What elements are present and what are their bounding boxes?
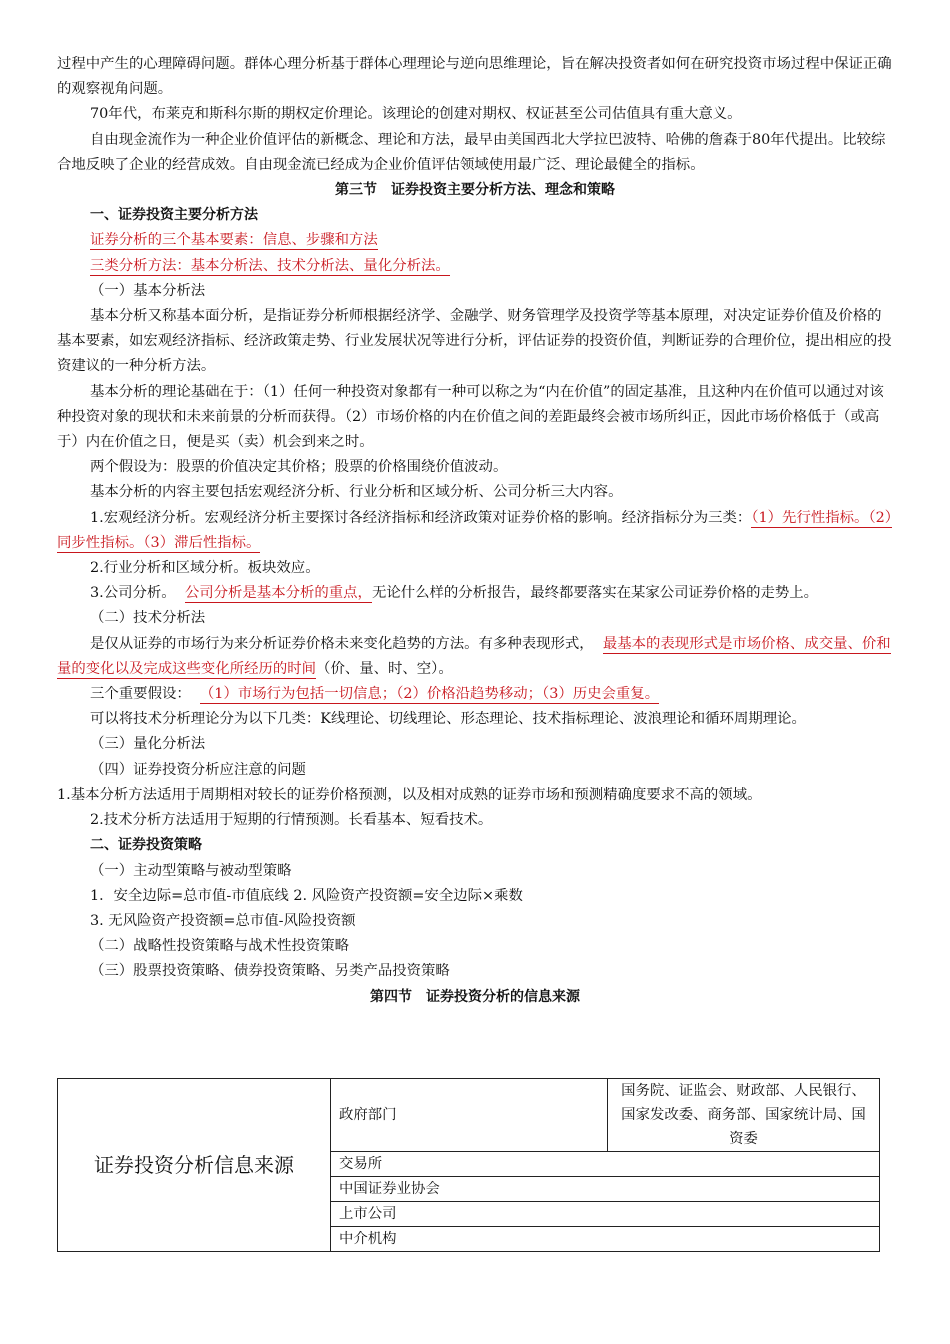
paragraph-company [57, 581, 893, 606]
gov-list-cell: 国务院、证监会、财政部、人民银行、国家发改委、商务部、国家统计局、国资委 [608, 1079, 880, 1152]
paragraph-free-cash-flow: 自由现金流作为一种企业价值评估的新概念、理论和方法，最早由美国西北大学拉巴波特、哈佛的詹森于80年代提出。比较综合地反映了企业的经营成效。自由现金流已经成为企业价值评估领域使用最广泛、理论最健全的指标。 [57, 131, 886, 173]
highlight-indicators: （1）先行性指标。（2）同步性指标。（3）滞后性指标。 [57, 509, 892, 551]
heading-analysis-methods: 一、证券投资主要分析方法 [90, 207, 258, 224]
note-technical: 2.技术分析方法适用于短期的行情预测。长看基本、短看技术。 [90, 812, 493, 829]
strategy-asset-classes: （三）股票投资策略、债券投资策略、另类产品投资策略 [90, 963, 450, 980]
company-text: 3.公司分析。 [90, 585, 176, 602]
paragraph-two-assumptions: 两个假设为：股票的价值决定其价格；股票的价格围绕价值波动。 [90, 459, 508, 476]
subheading-technical: （二）技术分析法 [90, 610, 206, 627]
paragraph-technical [57, 632, 893, 682]
source-intermediary: 中介机构 [331, 1227, 880, 1252]
section-4-title: 第四节 证券投资分析的信息来源 [370, 988, 580, 1005]
paragraph-macro [57, 506, 893, 556]
highlight-assumptions: （1）市场行为包括一切信息；（2）价格沿趋势移动；（3）历史会重复。 [199, 686, 660, 703]
company-text-rest: 无论什么样的分析报告，最终都要落实在某家公司证券价格的走势上。 [371, 585, 819, 602]
macro-text: 1.宏观经济分析。宏观经济分析主要探讨各经济指标和经济政策对证券价格的影响。经济指标分为三类： [90, 509, 752, 526]
note-fundamental: 1.基本分析方法适用于周期相对较长的证券价格预测，以及相对成熟的证券市场和预测精确度要求不高的领域。 [57, 786, 762, 803]
assumptions-label: 三个重要假设： [90, 686, 191, 703]
document-body [57, 52, 893, 1010]
highlight-three-methods: 三类分析方法：基本分析法、技术分析法、量化分析法。 [90, 257, 450, 274]
subheading-fundamental: （一）基本分析法 [90, 282, 206, 299]
paragraph-fundamental-basis: 基本分析的理论基础在于：（1）任何一种投资对象都有一种可以称之为“内在价值”的固定基准，且这种内在价值可以通过对该种投资对象的现状和未来前景的分析而获得。（2）市场价格的内在价值之间的差距最终会被市场所纠正，因此市场价格低于（或高于）内在价值之日，便是买（卖）机会到来之时。 [57, 383, 884, 451]
source-exchange: 交易所 [331, 1152, 880, 1177]
paragraph-fundamental-def: 基本分析又称基本面分析，是指证券分析师根据经济学、金融学、财务管理学及投资学等基本原理，对决定证券价值及价格的基本要素，如宏观经济指标、经济政策走势、行业发展状况等进行分析，评估证券的投资价值，判断证券的合理价位，提出相应的投资建议的一种分析方法。 [57, 308, 892, 375]
table-row [58, 1079, 880, 1152]
source-association: 中国证券业协会 [331, 1177, 880, 1202]
subheading-quant: （三）量化分析法 [90, 736, 206, 753]
source-listed-company: 上市公司 [331, 1202, 880, 1227]
highlight-company-focus: 公司分析是基本分析的重点， [184, 585, 372, 602]
paragraph-psych: 过程中产生的心理障碍问题。群体心理分析基于群体心理理论与逆向思维理论，旨在解决投资者如何在研究投资市场过程中保证正确的观察视角问题。 [57, 56, 892, 98]
technical-text: 是仅从证券的市场行为来分析证券价格未来变化趋势的方法。有多种表现形式， [90, 635, 594, 652]
subheading-notes: （四）证券投资分析应注意的问题 [90, 761, 306, 778]
paragraph-technical-theories: 可以将技术分析理论分为以下几类：K线理论、切线理论、形态理论、技术指标理论、波浪理论和循环周期理论。 [90, 711, 806, 728]
strategy-formula-2: 3. 无风险资产投资额=总市值-风险投资额 [90, 912, 356, 929]
heading-strategies: 二、证券投资策略 [90, 837, 202, 854]
section-3-title: 第三节 证券投资主要分析方法、理念和策略 [335, 182, 615, 199]
paragraph-option-pricing: 70年代，布莱克和斯科尔斯的期权定价理论。该理论的创建对期权、权证甚至公司估值具有重大意义。 [90, 106, 742, 123]
strategy-active-passive: （一）主动型策略与被动型策略 [90, 862, 292, 879]
paragraph-industry: 2.行业分析和区域分析。板块效应。 [90, 560, 320, 577]
highlight-technical-forms: 最基本的表现形式是市场价格、成交量、价和量的变化以及完成这些变化所经历的时间 [57, 635, 891, 677]
info-sources-label: 证券投资分析信息来源 [58, 1079, 331, 1252]
info-sources-table [57, 1078, 880, 1252]
paragraph-fundamental-content: 基本分析的内容主要包括宏观经济分析、行业分析和区域分析、公司分析三大内容。 [90, 484, 623, 501]
strategy-strategic-tactical: （二）战略性投资策略与战术性投资策略 [90, 938, 350, 955]
technical-text-rest: （价、量、时、空）。 [316, 660, 453, 677]
highlight-three-elements: 证券分析的三个基本要素：信息、步骤和方法 [90, 232, 378, 249]
paragraph-three-assumptions [57, 682, 893, 707]
gov-label-cell: 政府部门 [331, 1079, 608, 1152]
strategy-formula-1: 1．安全边际=总市值-市值底线 2. 风险资产投资额=安全边际×乘数 [90, 887, 523, 904]
